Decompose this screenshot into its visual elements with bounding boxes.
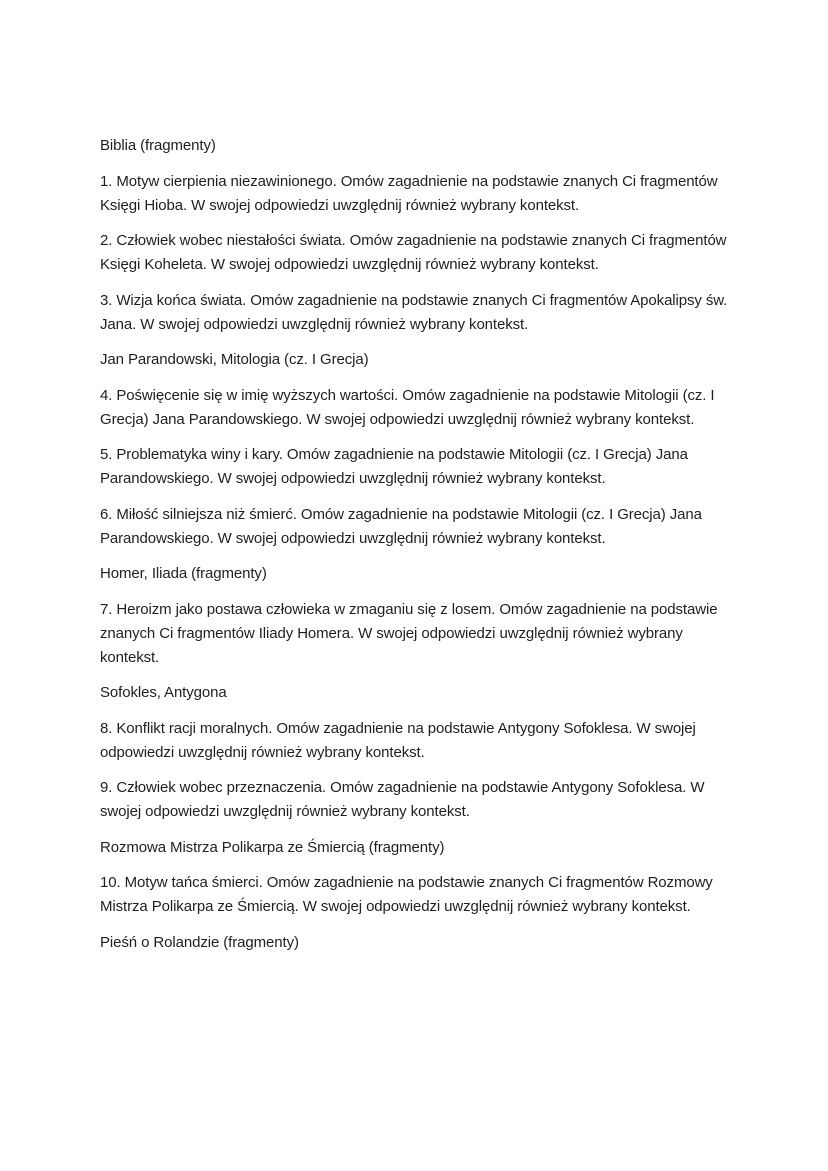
section-heading: Rozmowa Mistrza Polikarpa ze Śmiercią (fragmenty) xyxy=(100,838,445,856)
section-heading: Biblia (fragmenty) xyxy=(100,137,216,154)
question-item: 9. Człowiek wobec przeznaczenia. Omów zagadnienie na podstawie Antygony Sofoklesa. W swojej odpowiedzi uwzględnij również wybrany kontekst. xyxy=(100,779,705,820)
question-item: 6. Miłość silniejsza niż śmierć. Omów zagadnienie na podstawie Mitologii (cz. I Grecja) Jana Parandowskiego. W swojej odpowiedzi uwzględnij również wybrany kontekst. xyxy=(100,505,702,547)
question-item: 2. Człowiek wobec niestałości świata. Omów zagadnienie na podstawie znanych Ci fragmentów Księgi Koheleta. W swojej odpowiedzi uwzględnij również wybrany kontekst. xyxy=(100,232,727,273)
section-heading: Homer, Iliada (fragmenty) xyxy=(100,565,267,582)
question-item: 10. Motyw tańca śmierci. Omów zagadnienie na podstawie znanych Ci fragmentów Rozmowy Mistrza Polikarpa ze Śmiercią. W swojej odpowiedzi uwzględnij również wybrany kontekst. xyxy=(100,874,713,915)
question-item: 4. Poświęcenie się w imię wyższych wartości. Omów zagadnienie na podstawie Mitologii (cz. I Grecja) Jana Parandowskiego. W swojej odpowiedzi uwzględnij również wybrany kontekst. xyxy=(100,386,715,428)
section-heading: Pieśń o Rolandzie (fragmenty) xyxy=(100,933,299,951)
question-item: 8. Konflikt racji moralnych. Omów zagadnienie na podstawie Antygony Sofoklesa. W swojej odpowiedzi uwzględnij również wybrany kontekst. xyxy=(100,719,696,761)
question-item: 1. Motyw cierpienia niezawinionego. Omów zagadnienie na podstawie znanych Ci fragmentów Księgi Hioba. W swojej odpowiedzi uwzględnij również wybrany kontekst. xyxy=(100,172,718,214)
section-heading: Jan Parandowski, Mitologia (cz. I Grecja) xyxy=(100,351,369,368)
section-heading: Sofokles, Antygona xyxy=(100,684,227,701)
question-item: 5. Problematyka winy i kary. Omów zagadnienie na podstawie Mitologii (cz. I Grecja) Jana Parandowskiego. W swojej odpowiedzi uwzględnij również wybrany kontekst. xyxy=(100,446,688,487)
question-item: 3. Wizja końca świata. Omów zagadnienie na podstawie znanych Ci fragmentów Apokalipsy św. Jana. W swojej odpowiedzi uwzględnij również wybrany kontekst. xyxy=(100,291,728,333)
question-item: 7. Heroizm jako postawa człowieka w zmaganiu się z losem. Omów zagadnienie na podstawie znanych Ci fragmentów Iliady Homera. W swojej odpowiedzi uwzględnij również wybrany kontekst. xyxy=(100,600,718,666)
